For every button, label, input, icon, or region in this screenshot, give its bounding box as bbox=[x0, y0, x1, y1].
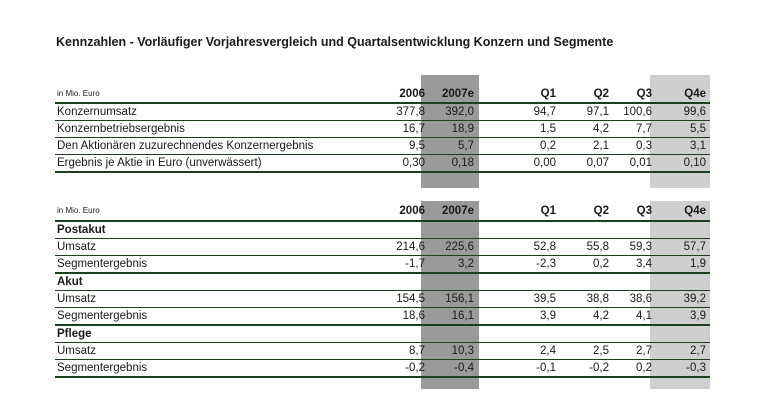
value-2006: 16,7 bbox=[402, 123, 425, 135]
value-q3: 7,7 bbox=[636, 123, 652, 135]
value-2006: 18,6 bbox=[402, 310, 425, 322]
value-q1: -2,3 bbox=[536, 258, 556, 270]
value-q2: 38,8 bbox=[586, 293, 609, 305]
table-row bbox=[55, 138, 710, 154]
column-header-q4e: Q4e bbox=[684, 205, 706, 217]
value-2007e: 5,7 bbox=[458, 140, 474, 152]
value-q1: 94,7 bbox=[533, 106, 556, 118]
table-row bbox=[55, 291, 710, 307]
value-q2: 2,5 bbox=[593, 345, 609, 357]
value-2007e: 156,1 bbox=[445, 293, 474, 305]
value-q2: -0,2 bbox=[589, 362, 609, 374]
table-row bbox=[55, 343, 710, 359]
column-header-q2: Q2 bbox=[593, 205, 609, 217]
value-q3: 0,2 bbox=[636, 362, 652, 374]
value-2007e: -0,4 bbox=[454, 362, 474, 374]
value-q2: 4,2 bbox=[593, 123, 609, 135]
value-2007e: 18,9 bbox=[451, 123, 474, 135]
unit-label: in Mio. Euro bbox=[57, 206, 100, 215]
value-q3: 3,4 bbox=[636, 258, 652, 270]
segment-header-akut bbox=[55, 274, 710, 290]
table-row bbox=[55, 239, 710, 255]
value-q3: 59,3 bbox=[629, 241, 652, 253]
table-row bbox=[55, 155, 710, 171]
value-2006: 154,5 bbox=[396, 293, 425, 305]
row-label: Konzernumsatz bbox=[57, 106, 137, 118]
value-q4e: -0,3 bbox=[686, 362, 706, 374]
segment-header-postakut bbox=[55, 222, 710, 238]
segment-header-pflege bbox=[55, 326, 710, 342]
value-2006: 0,30 bbox=[402, 157, 425, 169]
value-q3: 2,7 bbox=[636, 345, 652, 357]
value-q1: -0,1 bbox=[536, 362, 556, 374]
divider bbox=[55, 376, 710, 378]
value-2006: 9,5 bbox=[409, 140, 425, 152]
row-label: Umsatz bbox=[57, 241, 96, 253]
value-2006: 214,6 bbox=[396, 241, 425, 253]
value-q1: 2,4 bbox=[540, 345, 556, 357]
value-q4e: 0,10 bbox=[683, 157, 706, 169]
row-label: Den Aktionären zuzurechnendes Konzernergebnis bbox=[57, 140, 314, 152]
page-title: Kennzahlen - Vorläufiger Vorjahresvergleich und Quartalsentwicklung Konzern und Segmente bbox=[56, 35, 614, 49]
column-header-q3: Q3 bbox=[636, 88, 652, 100]
row-label: Segmentergebnis bbox=[57, 362, 148, 374]
row-label: Konzernbetriebsergebnis bbox=[57, 123, 185, 135]
value-2007e: 0,18 bbox=[451, 157, 474, 169]
divider bbox=[55, 171, 710, 173]
segment-name: Postakut bbox=[57, 224, 106, 236]
value-q3: 0,01 bbox=[629, 157, 652, 169]
column-header-q2: Q2 bbox=[593, 88, 609, 100]
value-q2: 0,2 bbox=[593, 258, 609, 270]
value-2006: -0,2 bbox=[405, 362, 425, 374]
value-q2: 4,2 bbox=[593, 310, 609, 322]
table-row bbox=[55, 121, 710, 137]
value-q4e: 1,9 bbox=[690, 258, 706, 270]
value-q2: 2,1 bbox=[593, 140, 609, 152]
value-q1: 1,5 bbox=[540, 123, 556, 135]
column-header-q1: Q1 bbox=[540, 88, 556, 100]
value-q3: 0,3 bbox=[636, 140, 652, 152]
value-q4e: 57,7 bbox=[683, 241, 706, 253]
column-header-2006: 2006 bbox=[399, 205, 425, 217]
value-q3: 38,6 bbox=[629, 293, 652, 305]
table-row bbox=[55, 104, 710, 120]
value-q4e: 3,9 bbox=[690, 310, 706, 322]
value-q3: 100,6 bbox=[623, 106, 652, 118]
value-q4e: 5,5 bbox=[690, 123, 706, 135]
value-q2: 97,1 bbox=[586, 106, 609, 118]
value-q1: 0,00 bbox=[533, 157, 556, 169]
value-2006: 377,8 bbox=[396, 106, 425, 118]
column-header-q4e: Q4e bbox=[684, 88, 706, 100]
value-2007e: 16,1 bbox=[451, 310, 474, 322]
value-2007e: 225,6 bbox=[445, 241, 474, 253]
table-row bbox=[55, 256, 710, 272]
value-q4e: 39,2 bbox=[683, 293, 706, 305]
value-q1: 39,5 bbox=[533, 293, 556, 305]
table-row bbox=[55, 308, 710, 324]
value-2007e: 3,2 bbox=[458, 258, 474, 270]
value-q4e: 99,6 bbox=[683, 106, 706, 118]
column-header-2007e: 2007e bbox=[442, 205, 474, 217]
value-q2: 55,8 bbox=[586, 241, 609, 253]
value-2006: 8,7 bbox=[409, 345, 425, 357]
column-header-q3: Q3 bbox=[636, 205, 652, 217]
value-2006: -1,7 bbox=[405, 258, 425, 270]
value-2007e: 10,3 bbox=[451, 345, 474, 357]
table-header bbox=[55, 203, 710, 219]
unit-label: in Mio. Euro bbox=[57, 89, 100, 98]
row-label: Ergebnis je Aktie in Euro (unverwässert) bbox=[57, 157, 262, 169]
row-label: Umsatz bbox=[57, 345, 96, 357]
value-q4e: 3,1 bbox=[690, 140, 706, 152]
row-label: Segmentergebnis bbox=[57, 310, 148, 322]
segment-name: Pflege bbox=[57, 328, 92, 340]
column-header-2006: 2006 bbox=[399, 88, 425, 100]
value-q1: 52,8 bbox=[533, 241, 556, 253]
table-row bbox=[55, 360, 710, 376]
value-q4e: 2,7 bbox=[690, 345, 706, 357]
column-header-q1: Q1 bbox=[540, 205, 556, 217]
value-q1: 0,2 bbox=[540, 140, 556, 152]
segment-name: Akut bbox=[57, 276, 83, 288]
row-label: Segmentergebnis bbox=[57, 258, 148, 270]
table-header bbox=[55, 86, 710, 102]
row-label: Umsatz bbox=[57, 293, 96, 305]
value-q1: 3,9 bbox=[540, 310, 556, 322]
value-2007e: 392,0 bbox=[445, 106, 474, 118]
column-header-2007e: 2007e bbox=[442, 88, 474, 100]
value-q3: 4,1 bbox=[636, 310, 652, 322]
value-q2: 0,07 bbox=[586, 157, 609, 169]
